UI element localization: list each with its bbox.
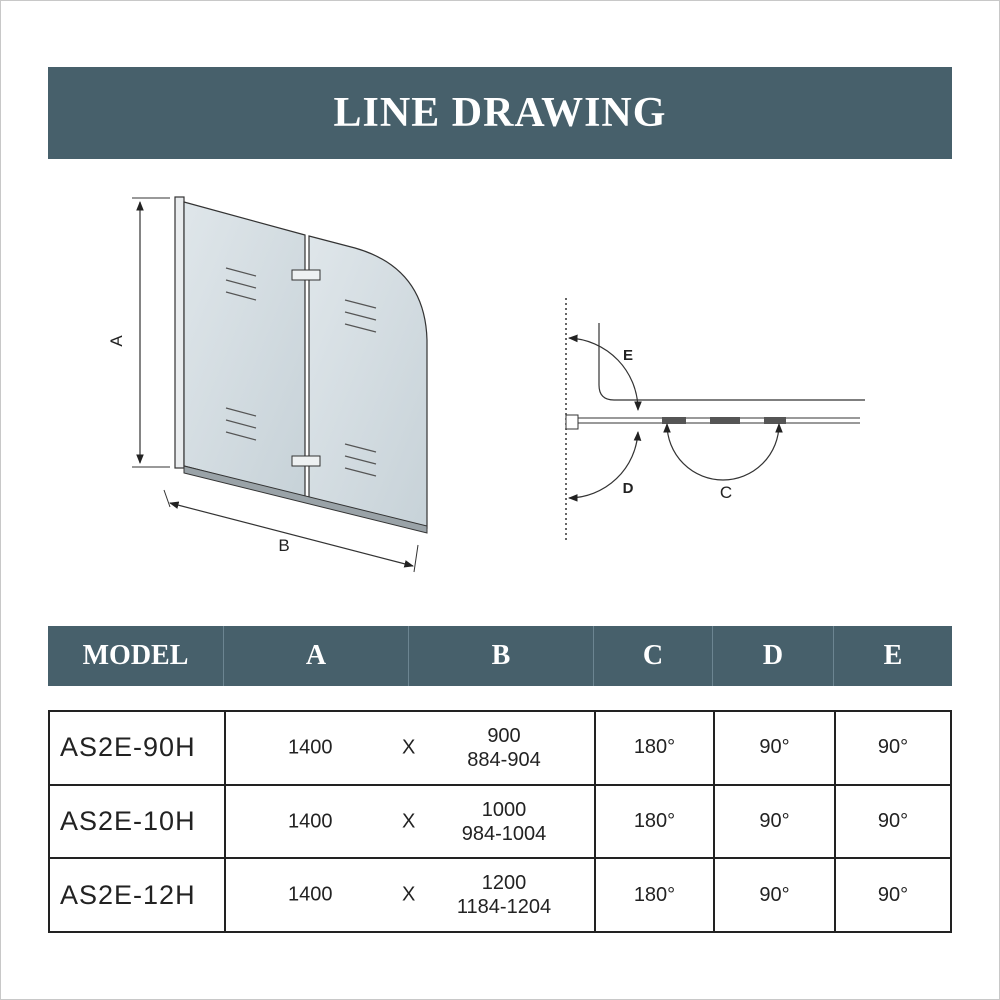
cell-dimensions: [226, 786, 596, 858]
cell-b: [434, 871, 574, 919]
cell-x: X: [402, 810, 416, 832]
table-row: [50, 712, 950, 786]
spec-table-header: [48, 626, 952, 686]
dim-b-label: B: [278, 536, 290, 555]
cell-c: 180°: [596, 786, 715, 858]
left-glass-panel: [184, 202, 305, 497]
header-b: B: [409, 626, 594, 686]
cell-b: [434, 798, 574, 846]
cell-dimensions: [226, 859, 596, 931]
cell-a: 1400: [288, 810, 333, 832]
top-view-hinge-middle: [710, 417, 740, 424]
arc-c: [667, 424, 779, 480]
arc-d-label: D: [622, 480, 634, 497]
screen-front-view: [107, 197, 427, 572]
spec-table: [48, 710, 952, 933]
top-view-hinge-left: [662, 417, 686, 424]
header-model: MODEL: [48, 626, 224, 686]
wall-profile: [175, 197, 184, 468]
upper-hinge: [292, 270, 320, 280]
header-e: E: [883, 640, 903, 671]
header-d: D: [713, 626, 834, 686]
dim-a-label: A: [107, 335, 126, 347]
cell-e: 90°: [877, 810, 909, 832]
dim-b-ext-left: [164, 490, 170, 507]
cell-b-range: 984-1004: [461, 822, 547, 845]
cell-a: 1400: [288, 883, 333, 906]
right-glass-panel: [309, 236, 427, 528]
cell-model: AS2E-90H: [50, 712, 226, 784]
cell-c: 180°: [596, 859, 715, 931]
cell-d: 90°: [715, 786, 836, 858]
cell-x: X: [402, 736, 416, 759]
lower-hinge: [292, 456, 320, 466]
cell-model: AS2E-10H: [50, 786, 226, 858]
cell-e: 90°: [877, 883, 909, 906]
table-row: [50, 859, 950, 931]
table-row: [50, 786, 950, 860]
cell-b-main: 1200: [481, 872, 527, 895]
arc-e-label: E: [622, 347, 634, 364]
cell-b-range: 884-904: [467, 748, 541, 771]
cell-b-range: 1184-1204: [456, 896, 552, 919]
cell-b: [434, 724, 574, 772]
cell-c: 180°: [596, 712, 715, 784]
arc-c-label: C: [719, 483, 733, 502]
cell-a: 1400: [288, 736, 333, 759]
cell-b-main: 1000: [481, 798, 527, 821]
cell-x: X: [402, 883, 416, 906]
rotation-top-view: [566, 298, 865, 540]
cell-d: 90°: [715, 859, 836, 931]
dim-b-ext-right: [414, 545, 418, 572]
header-c: C: [594, 626, 713, 686]
header-a: A: [224, 626, 409, 686]
cell-dimensions: [226, 712, 596, 784]
page-title: LINE DRAWING: [333, 90, 667, 136]
cell-d: 90°: [715, 712, 836, 784]
cell-e: 90°: [877, 736, 909, 759]
bath-edge: [599, 323, 865, 400]
wall-fixing: [566, 415, 578, 429]
top-view-hinge-right: [764, 417, 786, 424]
cell-model: AS2E-12H: [50, 859, 226, 931]
cell-b-main: 900: [487, 724, 521, 747]
